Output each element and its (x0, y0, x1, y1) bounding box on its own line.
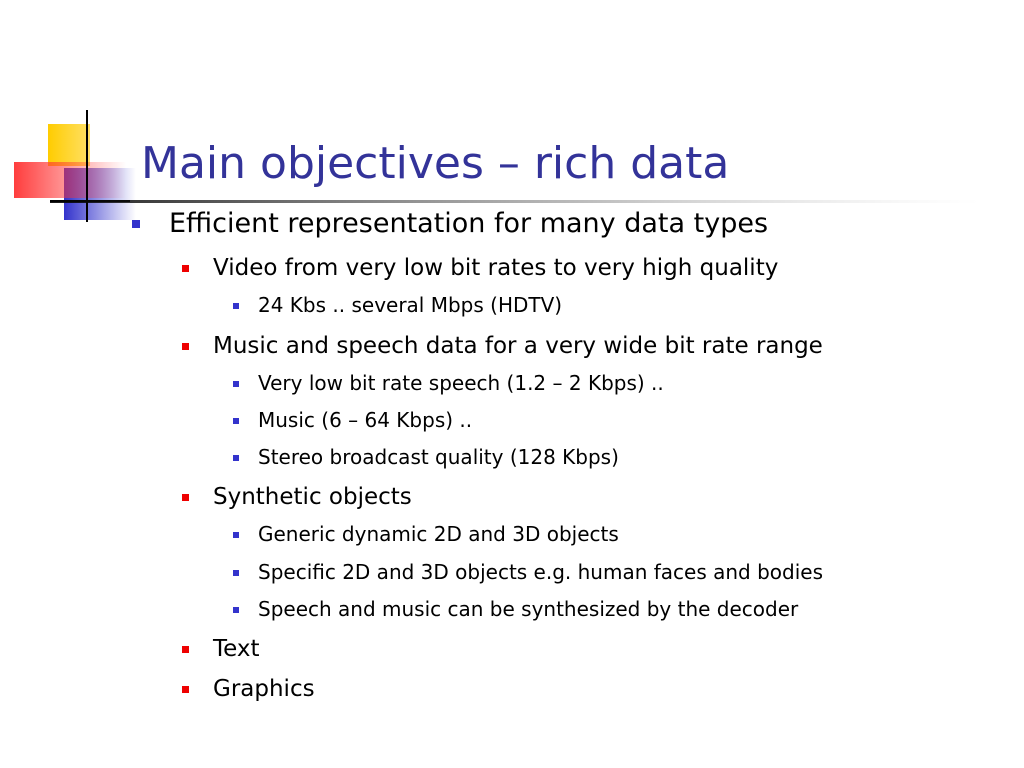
bullet-item (213, 331, 823, 361)
bullet-text: Synthetic objects (213, 484, 412, 510)
slide-title: Main objectives – rich data (141, 138, 730, 189)
bullet-item (213, 253, 778, 283)
bullet-square-icon (233, 455, 239, 461)
slide-logo (0, 0, 160, 240)
bullet-square-icon (182, 265, 189, 272)
bullet-text: 24 Kbs .. several Mbps (HDTV) (258, 293, 563, 317)
bullet-square-icon (182, 646, 189, 653)
bullet-text: Stereo broadcast quality (128 Kbps) (258, 445, 619, 469)
bullet-item (258, 370, 664, 396)
bullet-text: Very low bit rate speech (1.2 – 2 Kbps) .. (258, 371, 664, 395)
bullet-square-icon (233, 303, 239, 309)
bullet-square-icon (233, 607, 239, 613)
bullet-square-icon (233, 570, 239, 576)
bullet-item (258, 521, 619, 547)
bullet-square-icon (233, 381, 239, 387)
bullet-square-icon (182, 343, 189, 350)
bullet-item (258, 292, 562, 318)
bullet-text: Video from very low bit rates to very high quality (213, 255, 779, 281)
bullet-text: Text (213, 636, 260, 662)
bullet-item (213, 674, 315, 704)
bullet-item (258, 444, 619, 470)
bullet-text: Music and speech data for a very wide bit rate range (213, 333, 823, 359)
bullet-item (258, 559, 823, 585)
bullet-text: Music (6 – 64 Kbps) .. (258, 408, 473, 432)
bullet-text: Speech and music can be synthesized by the decoder (258, 597, 799, 621)
bullet-square-icon (233, 532, 239, 538)
bullet-square-icon (182, 494, 189, 501)
bullet-item (258, 407, 472, 433)
bullet-square-icon (132, 220, 140, 228)
bullet-text: Graphics (213, 676, 315, 702)
bullet-text: Generic dynamic 2D and 3D objects (258, 522, 619, 546)
bullet-square-icon (182, 686, 189, 693)
bullet-text: Efficient representation for many data types (169, 208, 769, 239)
bullet-square-icon (233, 418, 239, 424)
bullet-item (213, 482, 412, 512)
bullet-item (169, 207, 768, 241)
title-underline (50, 200, 980, 203)
bullet-item (213, 634, 260, 664)
bullet-text: Specific 2D and 3D objects e.g. human faces and bodies (258, 560, 824, 584)
bullet-item (258, 596, 798, 622)
